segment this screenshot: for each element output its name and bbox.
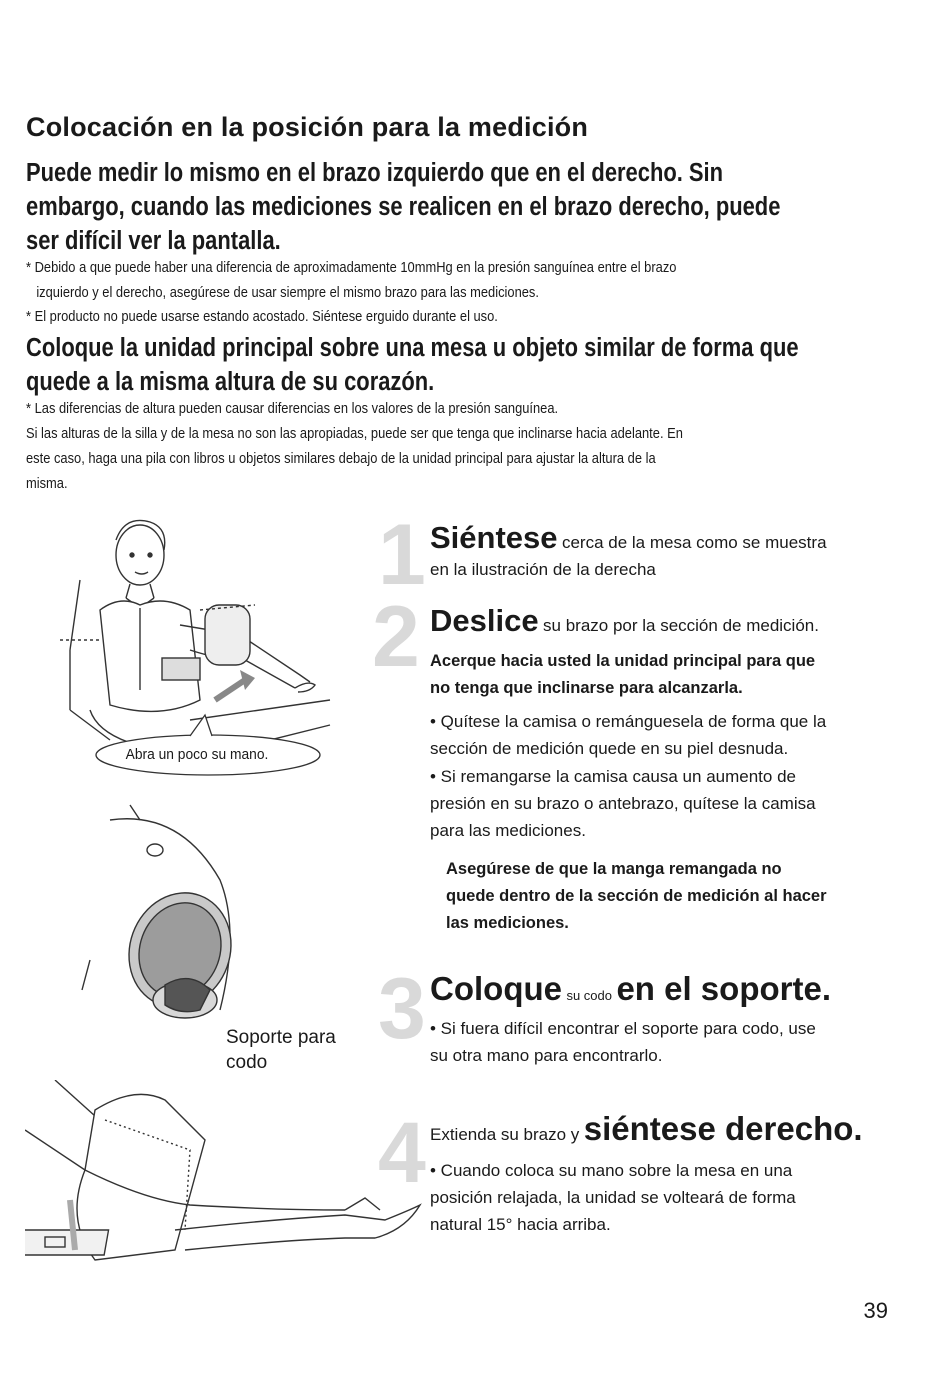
- step-3-number: 3: [378, 961, 426, 1057]
- step-2-warning-line-2: quede dentro de la sección de medición al hacer: [446, 887, 827, 905]
- step-3-heading: Coloque su codo en el soporte.: [430, 970, 831, 1007]
- step-2-bullet-2-line-2: presión en su brazo o antebrazo, quítese la camisa: [430, 794, 816, 813]
- note-height-difference: * Las diferencias de altura pueden causar diferencias en los valores de la presión sanguínea.: [26, 400, 559, 417]
- step-2-warning: [446, 856, 827, 937]
- step-2-keyword: Deslice: [430, 603, 539, 638]
- lead-2-line-1: Coloque la unidad principal sobre una mesa u objeto similar de forma que: [26, 334, 799, 362]
- step-4-heading-pre: Extienda su brazo y: [430, 1125, 580, 1144]
- step-2-bullet-1-line-1: • Quítese la camisa o remánguesela de forma que la: [430, 712, 827, 731]
- step-4-bullet-1-line-2: posición relajada, la unidad se volteará de forma: [430, 1188, 796, 1207]
- step-2-heading: [430, 603, 819, 639]
- step-2-bullet-1: [430, 708, 904, 762]
- figure-arm-extended-illustration: [25, 1080, 425, 1270]
- figure-elbow-holder-illustration: [70, 800, 260, 1030]
- step-1-keyword: Siéntese: [430, 520, 558, 555]
- note-lying-down: * El producto no puede usarse estando acostado. Siéntese erguido durante el uso.: [26, 308, 498, 325]
- step-4-bullet-1-line-1: • Cuando coloca su mano sobre la mesa en una: [430, 1161, 793, 1180]
- step-4-bullet-1: [430, 1157, 904, 1238]
- step-4-number: 4: [378, 1105, 426, 1201]
- step-2-bold-instruction: [430, 648, 815, 702]
- step-2-bullet-1-line-2: sección de medición quede en su piel desnuda.: [430, 739, 789, 758]
- note-4-line-2: este caso, haga una pila con libros u objetos similares debajo de la unidad principal para ajustar la altura de la: [26, 450, 656, 467]
- note-4-line-1: Si las alturas de la silla y de la mesa no son las apropiadas, puede ser que tenga que inclinarse hacia adelante. En: [26, 425, 683, 442]
- step-2-bold-line-1: Acerque hacia usted la unidad principal para que: [430, 652, 816, 670]
- step-2-bold-line-2: no tenga que inclinarse para alcanzarla.: [430, 679, 743, 697]
- step-3-heading-tail: en el soporte: [616, 970, 822, 1007]
- step-2-bullet-2-line-1: • Si remangarse la camisa causa un aumento de: [430, 767, 796, 786]
- step-1-number: 1: [378, 507, 426, 603]
- caption-line-1: Soporte para: [226, 1027, 336, 1048]
- step-2-warning-line-1: Asegúrese de que la manga remangada no: [446, 860, 782, 878]
- lead-paragraph-1: [26, 156, 929, 258]
- step-1-heading-rest: cerca de la mesa como se muestra: [561, 533, 827, 552]
- caption-elbow-holder: [226, 1025, 336, 1075]
- lead-1-line-1: Puede medir lo mismo en el brazo izquierdo que en el derecho. Sin: [26, 159, 724, 187]
- note-1-line-2: izquierdo y el derecho, asegúrese de usar siempre el mismo brazo para las mediciones.: [36, 284, 539, 301]
- step-3-bullet-1: [430, 1015, 904, 1069]
- lead-paragraph-2: [26, 331, 929, 399]
- step-3-bullet-1-line-2: su otra mano para encontrarlo.: [430, 1046, 663, 1065]
- step-2-heading-rest: su brazo por la sección de medición.: [543, 616, 819, 635]
- step-1-line-2: en la ilustración de la derecha: [430, 560, 656, 579]
- note-1-line-1: * Debido a que puede haber una diferencia de aproximadamente 10mmHg en la presión sanguínea entre el brazo: [26, 259, 677, 276]
- step-4-keyword: siéntese derecho: [583, 1110, 854, 1147]
- step-4-bullet-1-line-3: natural 15° hacia arriba.: [430, 1215, 611, 1234]
- step-2-bullet-2: [430, 763, 904, 844]
- caption-line-2: codo: [226, 1052, 268, 1073]
- step-2-warning-line-3: las mediciones.: [446, 914, 569, 932]
- note-chair-height: [26, 421, 895, 496]
- note-4-line-3: misma.: [26, 475, 68, 492]
- lead-1-line-3: ser difícil ver la pantalla.: [26, 227, 281, 255]
- step-1-heading: [430, 520, 827, 556]
- page-number: 39: [863, 1298, 888, 1323]
- step-4-heading: Extienda su brazo y siéntese derecho.: [430, 1110, 863, 1147]
- lead-1-line-2: embargo, cuando las mediciones se realicen en el brazo derecho, puede: [26, 193, 781, 221]
- step-2-bullet-2-line-3: para las mediciones.: [430, 821, 586, 840]
- step-3-keyword: Coloque: [430, 970, 562, 1007]
- note-arm-difference: [26, 255, 886, 305]
- section-title: Colocación en la posición para la medición: [26, 112, 589, 142]
- step-3-bullet-1-line-1: • Si fuera difícil encontrar el soporte para codo, use: [430, 1019, 816, 1038]
- callout-open-hand: Abra un poco su mano.: [125, 746, 269, 763]
- figure-seated-person-illustration: [40, 510, 340, 780]
- step-3-heading-mid: su codo: [566, 988, 612, 1003]
- lead-2-line-2: quede a la misma altura de su corazón.: [26, 368, 435, 396]
- step-2-number: 2: [372, 589, 420, 685]
